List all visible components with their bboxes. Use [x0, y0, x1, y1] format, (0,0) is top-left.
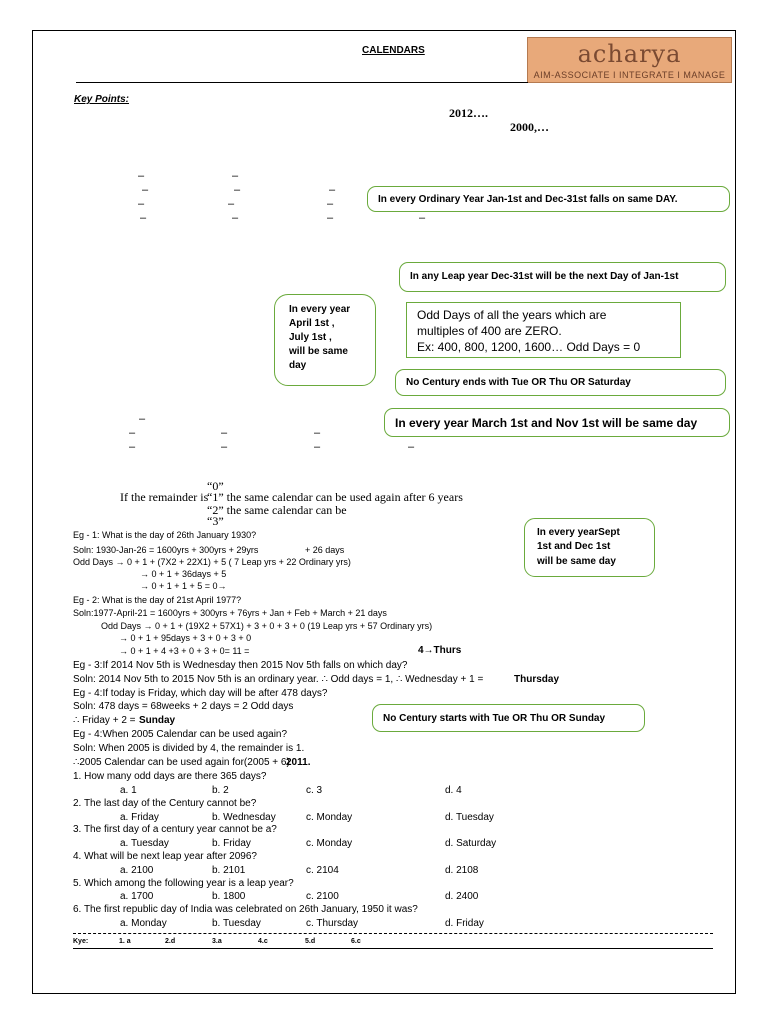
dash-mark: – [129, 441, 136, 453]
no-century-start-text: No Century starts with Tue OR Thu OR Sunday [383, 713, 606, 724]
no-century-end-note [395, 369, 726, 396]
question-6: 6. The first republic day of India was celebrated on 26th January, 1950 it was? [73, 904, 418, 915]
q1-option-a: a. 1 [120, 785, 137, 796]
q2-option-d: d. Tuesday [445, 812, 494, 823]
q5-option-a: a. 1700 [120, 891, 154, 902]
dash-mark: – [232, 170, 239, 182]
question-3: 3. The first day of a century year cannot be a? [73, 824, 277, 835]
eg3-soln: Soln: 2014 Nov 5th to 2015 Nov 5th is an ordinary year. ∴ Odd days = 1, ∴ Wednesday + 1 = [73, 674, 484, 685]
answer-key-5: 5.d [305, 938, 316, 945]
q2-option-a: a. Friday [120, 812, 159, 823]
answer-key-6: 6.c [351, 938, 361, 945]
eg4a-question: Eg - 4:If today is Friday, which day will be after 478 days? [73, 688, 328, 699]
eg4a-answer: Sunday [139, 715, 176, 726]
page-title: CALENDARS [362, 45, 425, 56]
question-1: 1. How many odd days are there 365 days? [73, 771, 267, 782]
eg4a-line: ∴ Friday + 2 = [73, 715, 136, 726]
q6-option-c: c. Thursday [306, 918, 359, 929]
eg4b-soln: Soln: When 2005 is divided by 4, the remainder is 1. [73, 743, 305, 754]
no-century-start-note [372, 704, 645, 732]
eg2-answer: 4→Thurs [418, 645, 462, 656]
eg1-question: Eg - 1: What is the day of 26th January 1930? [73, 530, 257, 540]
march-nov-text: In every year March 1st and Nov 1st will be same day [395, 416, 698, 430]
dash-mark: – [221, 441, 228, 453]
odd-days-line-1: Odd Days of all the years which are [417, 308, 607, 322]
eg2-soln: Soln:1977-April-21 = 1600yrs + 300yrs + 76yrs + Jan + Feb + March + 21 days [73, 608, 387, 618]
q6-option-b: b. Tuesday [212, 918, 261, 929]
dash-mark: – [138, 170, 145, 182]
key-points-heading: Key Points: [74, 94, 130, 105]
eg1-line-2: → 0 + 1 + 36days + 5 [140, 569, 227, 579]
brand-logo [527, 37, 732, 83]
remainder-1: “1” the same calendar can be used again after 6 years [207, 490, 463, 504]
april-line-5: day [289, 360, 307, 371]
dash-mark: – [419, 212, 426, 224]
q6-option-a: a. Monday [120, 918, 167, 929]
dash-mark: – [327, 198, 334, 210]
ordinary-year-note [367, 186, 730, 212]
odd-days-note [406, 302, 681, 358]
q3-option-d: d. Saturday [445, 838, 497, 849]
q3-option-a: a. Tuesday [120, 838, 169, 849]
remainder-3: “3” [207, 514, 224, 528]
year-2012: 2012…. [449, 106, 488, 120]
q5-option-d: d. 2400 [445, 891, 479, 902]
eg1-line-1: Odd Days → 0 + 1 + (7X2 + 22X1) + 5 ( 7 Leap yrs + 22 Ordinary yrs) [73, 557, 351, 567]
question-2: 2. The last day of the Century cannot be? [73, 798, 257, 809]
q6-option-d: d. Friday [445, 918, 484, 929]
april-line-4: will be same [289, 346, 348, 357]
q5-option-b: b. 1800 [212, 891, 246, 902]
q1-option-c: c. 3 [306, 785, 323, 796]
eg2-line-1: Odd Days → 0 + 1 + (19X2 + 57X1) + 3 + 0 + 3 + 0 (19 Leap yrs + 57 Ordinary yrs) [101, 621, 433, 631]
q1-option-b: b. 2 [212, 785, 229, 796]
april-july-note [274, 294, 376, 386]
dash-mark: – [314, 441, 321, 453]
answer-key-label: Kye: [73, 938, 89, 945]
eg1-soln-tail: + 26 days [305, 545, 345, 555]
sept-line-1: In every yearSept [537, 527, 620, 538]
sept-dec-note [524, 518, 655, 577]
sept-line-2: 1st and Dec 1st [537, 541, 611, 552]
logo-tagline: AIM-ASSOCIATE I INTEGRATE I MANAGE [533, 70, 726, 80]
odd-days-line-3: Ex: 400, 800, 1200, 1600… Odd Days = 0 [417, 340, 641, 354]
answer-key-3: 3.a [212, 938, 222, 945]
dash-mark: – [314, 427, 321, 439]
logo-name: acharya [577, 40, 682, 68]
dash-mark: – [327, 212, 334, 224]
dash-mark: – [142, 184, 149, 196]
remainder-0: “0” [207, 479, 224, 493]
remainder-2: “2” the same calendar can be [207, 503, 347, 517]
april-line-2: April 1st , [289, 318, 335, 329]
question-4: 4. What will be next leap year after 2096? [73, 851, 257, 862]
key-divider [73, 933, 713, 934]
leap-year-text: In any Leap year Dec-31st will be the next Day of Jan-1st [410, 271, 679, 282]
april-line-3: July 1st , [289, 332, 332, 343]
answer-key-1: 1. a [119, 938, 131, 945]
q2-option-c: c. Monday [306, 812, 353, 823]
q3-option-b: b. Friday [212, 838, 251, 849]
q1-option-d: d. 4 [445, 785, 462, 796]
eg2-question: Eg - 2: What is the day of 21st April 1977? [73, 595, 242, 605]
key-underline [73, 948, 713, 949]
q4-option-c: c. 2104 [306, 865, 339, 876]
answer-key-4: 4.c [258, 938, 268, 945]
dash-mark: – [232, 212, 239, 224]
q4-option-a: a. 2100 [120, 865, 154, 876]
no-century-end-text: No Century ends with Tue OR Thu OR Saturday [406, 377, 631, 388]
dash-mark: – [329, 184, 336, 196]
leap-year-note [399, 262, 726, 292]
eg4b-line: ∴2005 Calendar can be used again for(2005 + 6) [73, 757, 290, 768]
year-2000: 2000,… [510, 120, 549, 134]
q5-option-c: c. 2100 [306, 891, 339, 902]
eg4b-question: Eg - 4:When 2005 Calendar can be used again? [73, 729, 288, 740]
dash-mark: – [221, 427, 228, 439]
eg2-line-2: → 0 + 1 + 95days + 3 + 0 + 3 + 0 [119, 633, 252, 643]
eg1-line-3: → 0 + 1 + 1 + 5 = 0→ [140, 581, 227, 591]
eg2-line-3: → 0 + 1 + 4 +3 + 0 + 3 + 0= 11 = [119, 646, 250, 656]
eg3-question: Eg - 3:If 2014 Nov 5th is Wednesday then 2015 Nov 5th falls on which day? [73, 660, 408, 671]
eg3-answer: Thursday [514, 674, 560, 685]
dash-mark: – [129, 427, 136, 439]
march-nov-note [384, 408, 730, 437]
question-5: 5. Which among the following year is a leap year? [73, 878, 294, 889]
dash-mark: – [228, 198, 235, 210]
eg4b-answer: 2011. [286, 757, 311, 768]
sept-line-3: will be same day [537, 556, 616, 567]
title-rule [76, 82, 528, 83]
answer-key-2: 2.d [165, 938, 176, 945]
april-line-1: In every year [289, 304, 351, 315]
dash-mark: – [408, 441, 415, 453]
eg1-soln: Soln: 1930-Jan-26 = 1600yrs + 300yrs + 29yrs [73, 545, 259, 555]
dash-mark: – [234, 184, 241, 196]
q4-option-d: d. 2108 [445, 865, 479, 876]
dash-mark: – [139, 413, 146, 425]
q4-option-b: b. 2101 [212, 865, 246, 876]
dash-mark: – [138, 198, 145, 210]
ordinary-year-text: In every Ordinary Year Jan-1st and Dec-31st falls on same DAY. [378, 194, 678, 205]
remainder-prefix: If the remainder is [120, 490, 209, 504]
q3-option-c: c. Monday [306, 838, 353, 849]
odd-days-line-2: multiples of 400 are ZERO. [417, 324, 562, 338]
q2-option-b: b. Wednesday [212, 812, 276, 823]
dash-mark: – [140, 212, 147, 224]
eg4a-soln: Soln: 478 days = 68weeks + 2 days = 2 Odd days [73, 701, 294, 712]
